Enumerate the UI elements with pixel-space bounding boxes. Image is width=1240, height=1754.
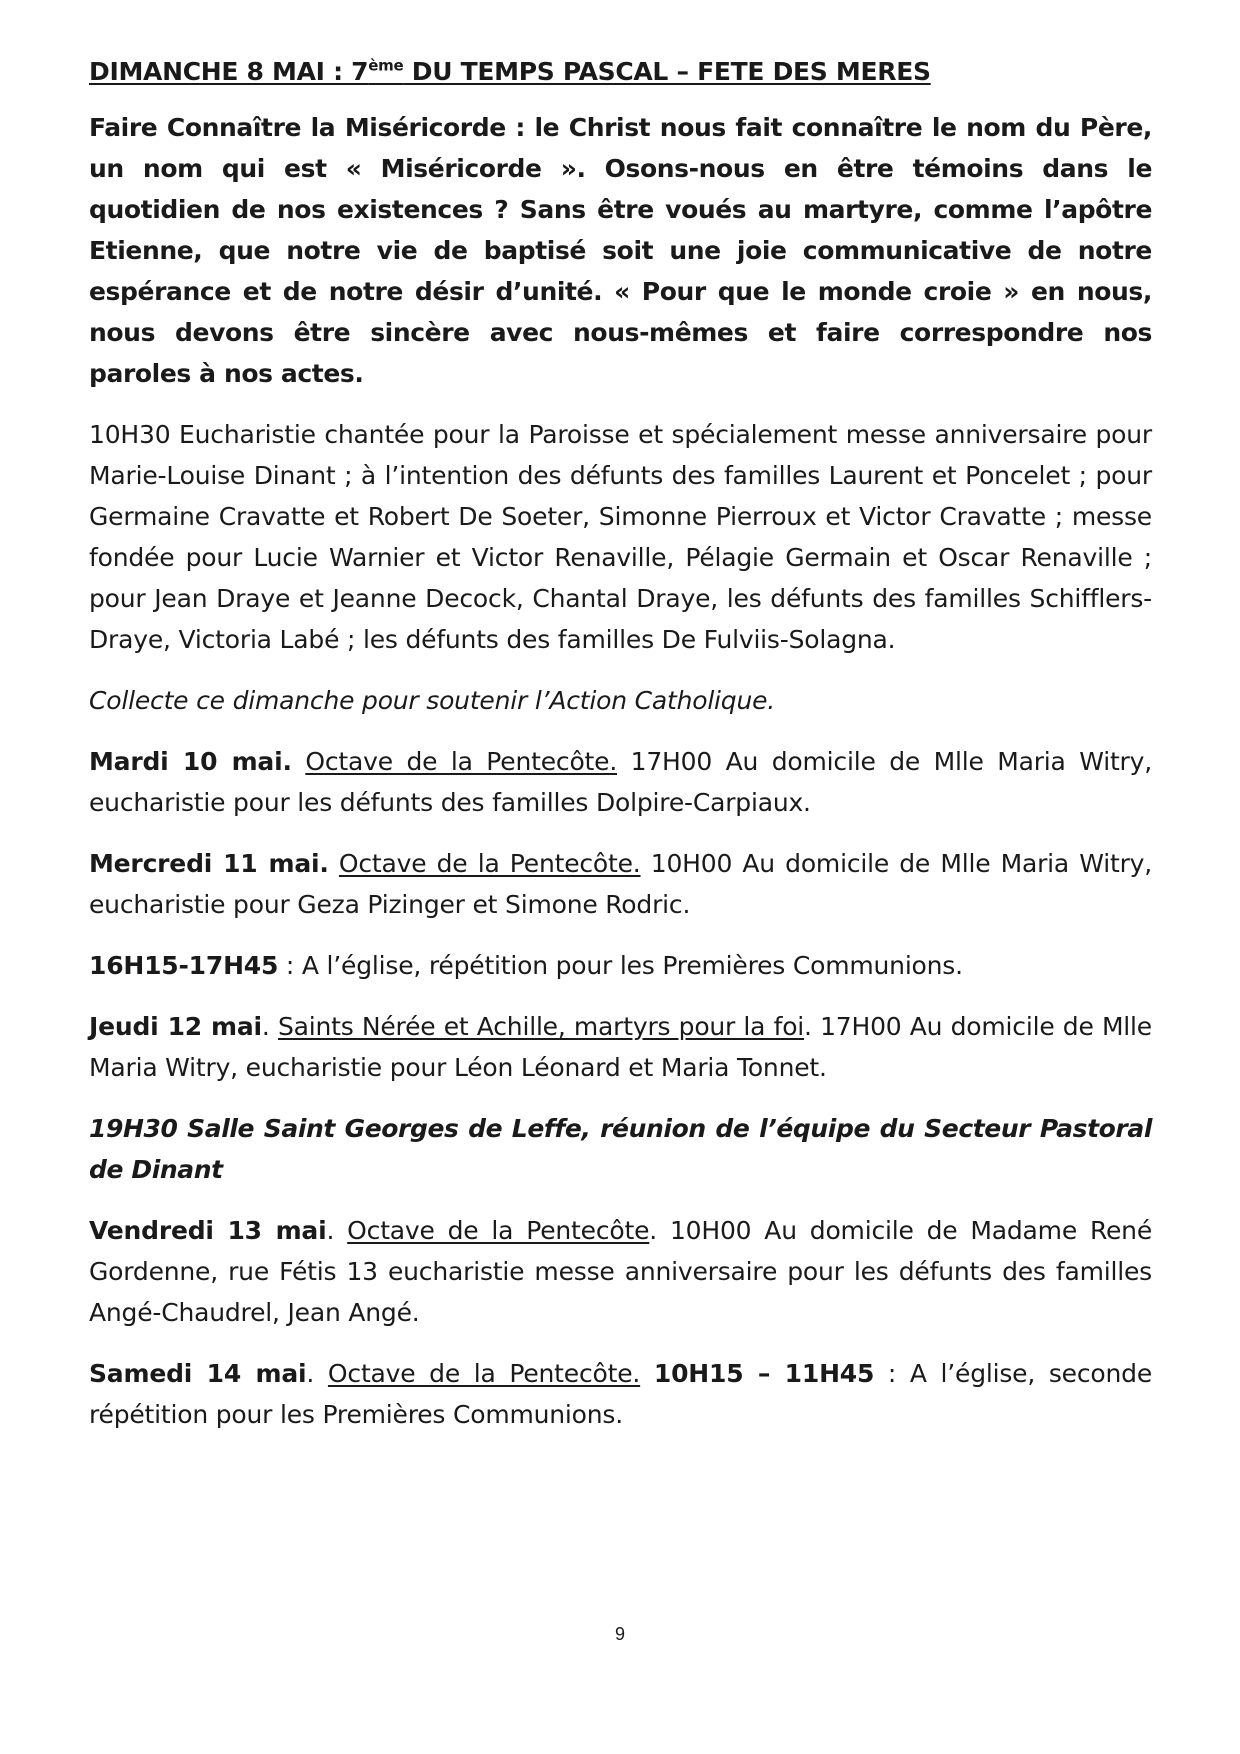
entry-samedi-day: Samedi 14 mai xyxy=(89,1358,307,1388)
entry-vendredi-sep: . xyxy=(326,1215,348,1245)
entry-samedi-text: : A l’église, seconde répétition pour les Premières Communions. xyxy=(89,1358,1152,1429)
entry-reunion: 19H30 Salle Saint Georges de Leffe, réunion de l’équipe du Secteur Pastoral de Dinant xyxy=(89,1113,1152,1184)
heading-text-start: DIMANCHE 8 MAI : 7 xyxy=(89,57,369,86)
entry-repetition-1 xyxy=(89,945,1152,986)
collecte-note: Collecte ce dimanche pour soutenir l’Action Catholique. xyxy=(89,685,776,715)
entry-mardi-text: 17H00 Au domicile de Mlle Maria Witry, eucharistie pour les défunts des familles Dolpire-Carpiaux. xyxy=(89,746,1152,817)
entry-repetition-1-time: 16H15-17H45 xyxy=(89,950,279,980)
entry-mercredi-feast: Octave de la Pentecôte. xyxy=(338,848,641,878)
entry-mardi-feast: Octave de la Pentecôte. xyxy=(305,746,618,776)
entry-repetition-1-text: : A l’église, répétition pour les Premières Communions. xyxy=(278,950,963,980)
heading-text-end: DU TEMPS PASCAL – FETE DES MERES xyxy=(403,57,931,86)
entry-mardi-day: Mardi 10 mai. xyxy=(89,746,292,776)
entry-vendredi-day: Vendredi 13 mai xyxy=(89,1215,327,1245)
entry-samedi-time: 10H15 – 11H45 xyxy=(653,1358,875,1388)
entry-mercredi-text: 10H00 Au domicile de Mlle Maria Witry, eucharistie pour Geza Pizinger et Simone Rodric. xyxy=(89,848,1152,919)
entry-samedi-sep: . xyxy=(306,1358,328,1388)
entry-jeudi-feast: Saints Nérée et Achille, martyrs pour la foi xyxy=(277,1011,805,1041)
entry-jeudi-sep: . xyxy=(261,1011,278,1041)
document-page xyxy=(89,56,1152,1455)
page-number: 9 xyxy=(614,1624,625,1644)
entry-samedi-space xyxy=(640,1359,654,1388)
heading-superscript: ème xyxy=(368,56,404,75)
entry-jeudi-text: . 17H00 Au domicile de Mlle Maria Witry, eucharistie pour Léon Léonard et Maria Tonnet. xyxy=(89,1011,1152,1082)
entry-mardi xyxy=(89,741,1152,823)
entry-samedi-feast: Octave de la Pentecôte. xyxy=(327,1358,641,1388)
page-heading xyxy=(89,56,1152,89)
entry-vendredi-text: . 10H00 Au domicile de Madame René Gordenne, rue Fétis 13 eucharistie messe anniversaire pour les défunts des familles Angé-Chaudrel, Jean Angé. xyxy=(89,1215,1153,1327)
mass-intentions-paragraph: 10H30 Eucharistie chantée pour la Paroisse et spécialement messe anniversaire pour Marie-Louise Dinant ; à l’intention des défunts des familles Laurent et Poncelet ; pour Germaine Cravatte et Robert De Soeter, Simonne Pierroux et Victor Cravatte ; messe fondée pour Lucie Warnier et Victor Renaville, Pélagie Germain et Oscar Renaville ; pour Jean Draye et Jeanne Decock, Chantal Draye, les défunts des familles Schifflers-Draye, Victoria Labé ; les défunts des familles De Fulviis-Solagna. xyxy=(89,419,1152,654)
entry-mercredi-day: Mercredi 11 mai. xyxy=(89,848,329,878)
intro-paragraph: Faire Connaître la Miséricorde : le Christ nous fait connaître le nom du Père, un nom qui est « Miséricorde ». Osons-nous en être témoins dans le quotidien de nos existences ? Sans être voués au martyre, comme l’apôtre Etienne, que notre vie de baptisé soit une joie communicative de notre espérance et de notre désir d’unité. « Pour que le monde croie » en nous, nous devons être sincère avec nous-mêmes et faire correspondre nos paroles à nos actes. xyxy=(89,112,1152,388)
entry-jeudi xyxy=(89,1006,1152,1088)
entry-jeudi-day: Jeudi 12 mai xyxy=(89,1011,262,1041)
entry-vendredi xyxy=(89,1210,1152,1333)
entry-mercredi xyxy=(89,843,1152,925)
entry-vendredi-feast: Octave de la Pentecôte xyxy=(347,1215,650,1245)
entry-samedi xyxy=(89,1353,1152,1435)
